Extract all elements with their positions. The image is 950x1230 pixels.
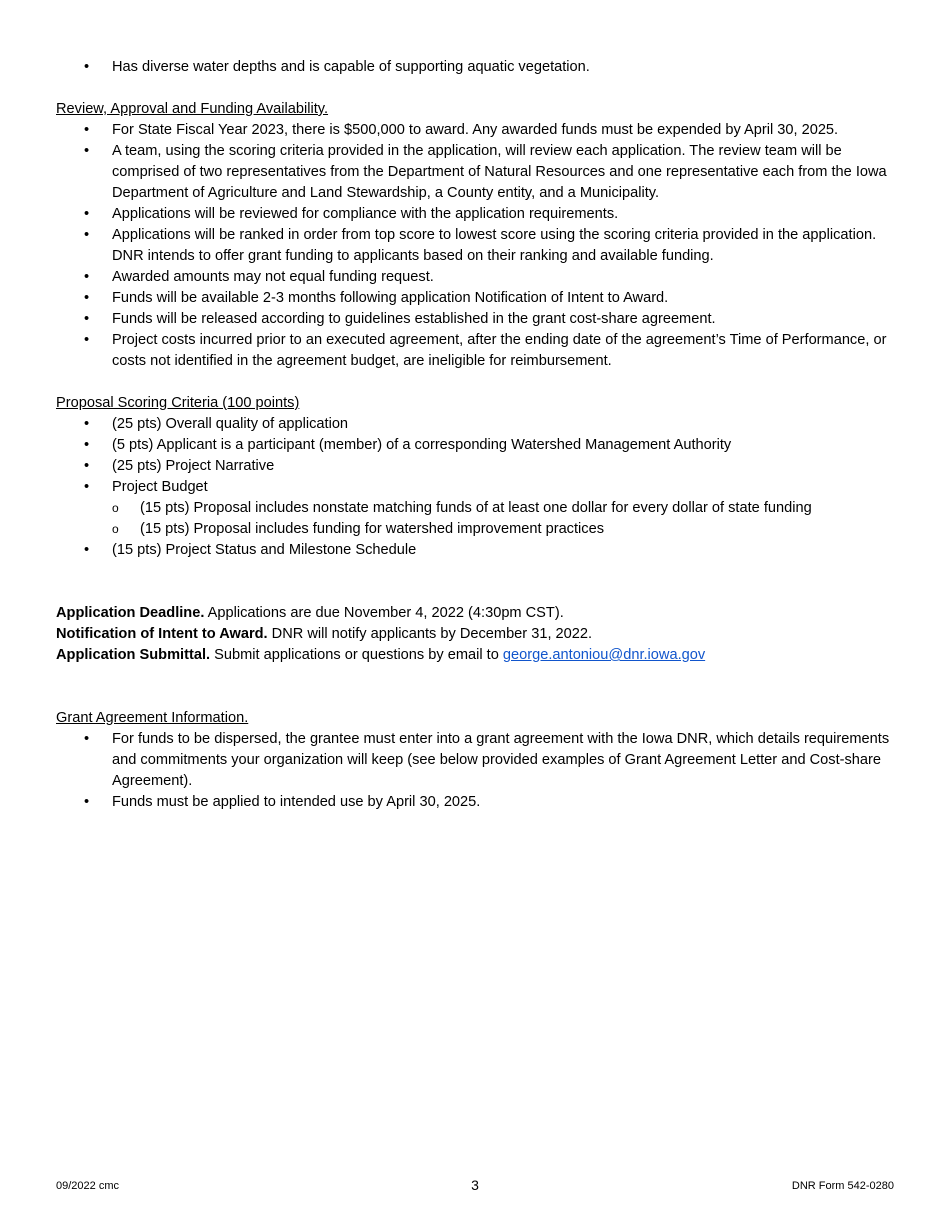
bullet-icon: • [84, 479, 90, 495]
bullet-icon: • [84, 794, 90, 810]
bullet-icon: • [84, 416, 90, 432]
email-link[interactable]: george.antoniou@dnr.iowa.gov [502, 647, 706, 663]
bullet-icon: • [84, 542, 90, 558]
bullet-icon: • [84, 227, 90, 243]
list-item: • (25 pts) Overall quality of application [56, 414, 896, 435]
list-item: • (5 pts) Applicant is a participant (member) of a corresponding Watershed Management Authority [56, 435, 896, 456]
list-item: • Awarded amounts may not equal funding request. [56, 267, 896, 288]
footer-form-number: DNR Form 542-0280 [791, 1180, 894, 1192]
circle-bullet-icon: o [112, 522, 119, 536]
scoring-heading: Proposal Scoring Criteria (100 points) [56, 395, 300, 411]
top-bullet-list [56, 57, 896, 78]
bullet-icon: • [84, 731, 90, 747]
agreement-list [56, 729, 896, 813]
bullet-icon: • [84, 290, 90, 306]
submittal-label: Application Submittal. [56, 647, 211, 663]
deadline-label: Application Deadline. [56, 605, 205, 621]
list-item: • Has diverse water depths and is capable of supporting aquatic vegetation. [56, 57, 896, 78]
list-item: • (25 pts) Project Narrative [56, 456, 896, 477]
list-item: • Project Budget o (15 pts) Proposal includes nonstate matching funds of at least one dollar for every dollar of state funding o (15 pts) Proposal includes funding for watershed improvement practices [56, 477, 896, 540]
circle-bullet-icon: o [112, 501, 119, 515]
bullet-icon: • [84, 458, 90, 474]
page-number: 3 [471, 1177, 479, 1193]
list-item: • Funds will be available 2-3 months following application Notification of Intent to Award. [56, 288, 896, 309]
footer-date: 09/2022 cmc [56, 1180, 119, 1192]
bullet-icon: • [84, 437, 90, 453]
review-heading: Review, Approval and Funding Availability. [56, 101, 329, 117]
bullet-icon: • [84, 143, 90, 159]
list-item: • For funds to be dispersed, the grantee must enter into a grant agreement with the Iowa DNR, which details requirements and commitments your organization will keep (see below provided examples of Grant Agreement Letter and Cost-share Agreement). [84, 731, 890, 789]
bullet-icon: • [84, 269, 90, 285]
list-item: • A team, using the scoring criteria provided in the application, will review each application. The review team will be comprised of two representatives from the Department of Natural Resources and one representative each from the Iowa Department of Agriculture and Land Stewardship, a County entity, and a Municipality. [84, 143, 887, 201]
list-item: • Funds must be applied to intended use by April 30, 2025. [56, 792, 896, 813]
bullet-icon: • [84, 206, 90, 222]
review-list [56, 120, 896, 372]
sub-list-item: o (15 pts) Proposal includes nonstate matching funds of at least one dollar for every dollar of state funding [112, 498, 896, 519]
document-body [56, 57, 896, 813]
sub-list-item: o (15 pts) Proposal includes funding for watershed improvement practices [112, 519, 896, 540]
deadline-line: Application Deadline. Applications are due November 4, 2022 (4:30pm CST). [56, 605, 564, 621]
list-item: • Project costs incurred prior to an executed agreement, after the ending date of the agreement’s Time of Performance, or costs not identified in the agreement budget, are ineligible for reimbursement. [84, 332, 887, 369]
list-item: • Applications will be reviewed for compliance with the application requirements. [56, 204, 896, 225]
submittal-line: Application Submittal. Submit applications or questions by email to george.antoniou@dnr.iowa.gov [56, 647, 706, 663]
scoring-list [56, 414, 896, 561]
bullet-icon: • [84, 122, 90, 138]
list-item: • Applications will be ranked in order from top score to lowest score using the scoring criteria provided in the application. DNR intends to offer grant funding to applicants based on their ranking and available funding. [84, 227, 877, 264]
bullet-icon: • [84, 311, 90, 327]
notification-label: Notification of Intent to Award. [56, 626, 268, 642]
agreement-heading: Grant Agreement Information. [56, 710, 249, 726]
bullet-icon: • [84, 332, 90, 348]
budget-sublist [112, 498, 896, 540]
notification-line: Notification of Intent to Award. DNR will notify applicants by December 31, 2022. [56, 626, 593, 642]
list-item: • Funds will be released according to guidelines established in the grant cost-share agreement. [56, 309, 896, 330]
list-item: • For State Fiscal Year 2023, there is $500,000 to award. Any awarded funds must be expended by April 30, 2025. [56, 120, 896, 141]
bullet-icon: • [84, 59, 90, 75]
list-item: • (15 pts) Project Status and Milestone Schedule [56, 540, 896, 561]
